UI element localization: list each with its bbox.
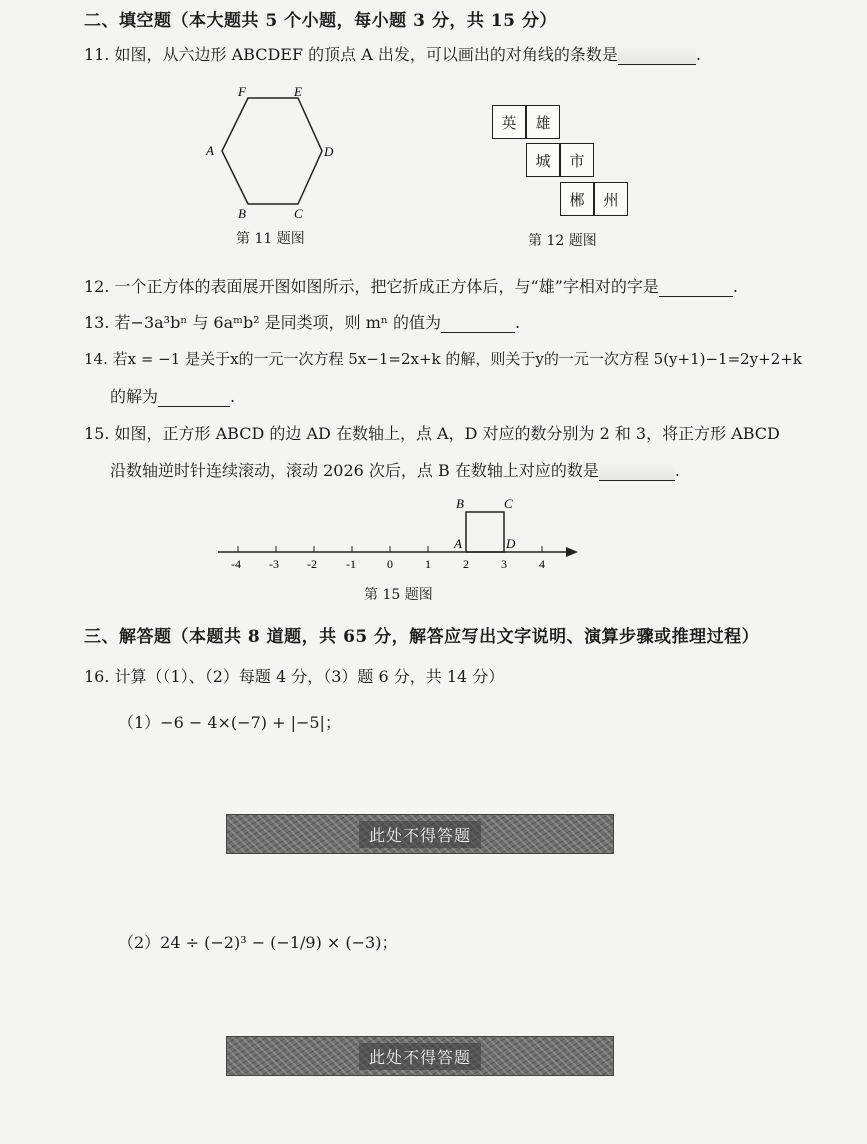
net-cell-2: 雄 xyxy=(526,105,560,139)
hexagon-label-F: F xyxy=(238,84,246,99)
figure-11-caption: 第 11 题图 xyxy=(236,231,305,247)
no-answer-stamp-text: 此处不得答题 xyxy=(359,821,481,848)
question-15-line-1: 15. 如图，正方形 ABCD 的边 AD 在数轴上，点 A，D 对应的数分别为 2 和 3，将正方形 ABCD xyxy=(84,424,780,443)
question-15-line-2 xyxy=(110,458,680,481)
square-vertex-labels xyxy=(453,496,516,551)
square-ABCD xyxy=(466,512,504,552)
net-cell-4: 市 xyxy=(560,143,594,177)
net-cell-5: 郴 xyxy=(560,182,594,216)
question-13-end: . xyxy=(514,313,521,332)
question-16-text: 16. 计算（（1）、（2）每题 4 分，（3）题 6 分，共 14 分） xyxy=(84,667,505,686)
question-16-part-1: （1）−6 − 4×(−7) + |−5|； xyxy=(118,713,341,732)
number-line-ticks xyxy=(238,546,542,552)
tick-label: -4 xyxy=(231,557,241,571)
figure-12-caption: 第 12 题图 xyxy=(528,233,597,249)
hexagon-label-A: A xyxy=(206,143,214,158)
question-15-text-2: 沿数轴逆时针连续滚动，滚动 2026 次后，点 B 在数轴上对应的数是 xyxy=(110,461,599,480)
square-label-C: C xyxy=(504,496,513,511)
tick-label: 4 xyxy=(539,557,545,571)
square-label-D: D xyxy=(506,536,516,551)
hexagon-label-B: B xyxy=(238,206,246,221)
tick-label: 0 xyxy=(387,557,393,571)
question-14-line-2 xyxy=(110,384,235,407)
no-answer-stamp-text: 此处不得答题 xyxy=(359,1043,481,1070)
figure-15-number-line xyxy=(210,488,590,578)
number-line-tick-labels xyxy=(231,557,545,571)
question-14-answer-blank[interactable] xyxy=(158,388,230,407)
square-label-A: A xyxy=(454,536,462,551)
square-label-B: B xyxy=(456,496,464,511)
question-14-end: . xyxy=(230,387,236,406)
number-line-arrow xyxy=(566,547,578,557)
question-16-part-2: （2）24 ÷ (−2)³ − (−1/9) × (−3)； xyxy=(118,933,398,952)
question-11 xyxy=(84,42,701,65)
net-cell-3: 城 xyxy=(526,143,560,177)
tick-label: 2 xyxy=(463,557,469,571)
section-3-title: 三、解答题（本题共 8 道题，共 65 分，解答应写出文字说明、演算步骤或推理过程） xyxy=(84,627,760,647)
question-13 xyxy=(84,310,520,333)
question-14-line-1: 14. 若x = −1 是关于x的一元一次方程 5x−1=2x+k 的解，则关于y的一元一次方程 5(y+1)−1=2y+2+k xyxy=(84,350,802,368)
section-2-title: 二、填空题（本大题共 5 个小题，每小题 3 分，共 15 分） xyxy=(84,11,557,31)
hexagon-label-E: E xyxy=(294,84,302,99)
question-12-answer-blank[interactable] xyxy=(659,278,733,297)
tick-label: 1 xyxy=(425,557,431,571)
question-12 xyxy=(84,274,738,297)
hexagon-shape xyxy=(222,98,322,204)
question-12-end: . xyxy=(732,277,738,296)
hexagon-label-C: C xyxy=(294,206,303,221)
question-11-text: 11. 如图，从六边形 ABCDEF 的顶点 A 出发，可以画出的对角线的条数是 xyxy=(84,45,618,64)
question-14-text-2: 的解为 xyxy=(110,387,159,406)
question-15-answer-blank[interactable] xyxy=(599,462,675,481)
question-12-text: 12. 一个正方体的表面展开图如图所示，把它折成正方体后，与“雄”字相对的字是 xyxy=(84,277,659,296)
figure-15-caption: 第 15 题图 xyxy=(364,587,433,603)
figure-11-hexagon xyxy=(200,84,340,224)
question-13-answer-blank[interactable] xyxy=(441,314,515,333)
net-cell-1: 英 xyxy=(492,105,526,139)
question-11-answer-blank[interactable] xyxy=(618,46,696,65)
question-15-end: . xyxy=(674,461,680,480)
question-11-end: . xyxy=(695,45,701,64)
no-answer-stamp-2 xyxy=(226,1036,614,1076)
tick-label: -1 xyxy=(346,557,356,571)
question-13-text: 13. 若−3a³bⁿ 与 6aᵐb² 是同类项，则 mⁿ 的值为 xyxy=(84,313,441,332)
net-cell-6: 州 xyxy=(594,182,628,216)
hexagon-label-D: D xyxy=(324,144,334,159)
no-answer-stamp-1 xyxy=(226,814,614,854)
tick-label: 3 xyxy=(501,557,507,571)
tick-label: -3 xyxy=(269,557,279,571)
tick-label: -2 xyxy=(307,557,317,571)
